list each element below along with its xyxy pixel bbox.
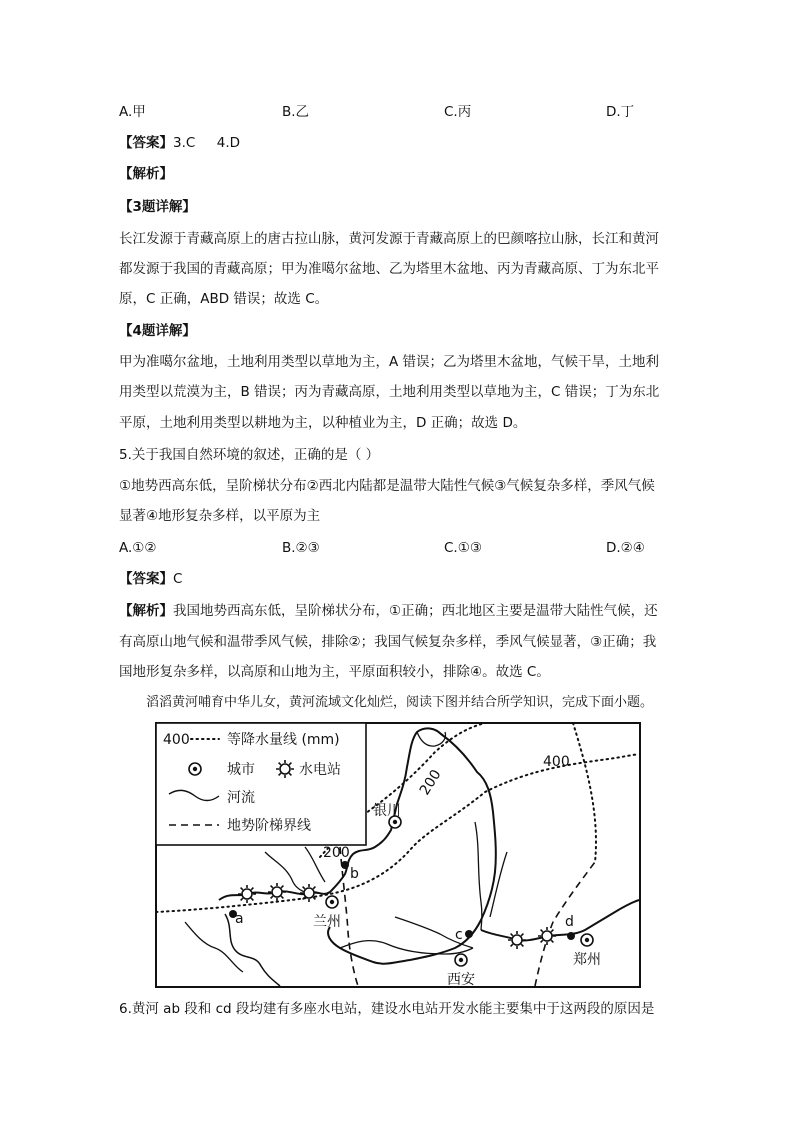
q5-option-c: C.①③	[444, 540, 482, 556]
legend-hydro-icon	[276, 760, 294, 778]
q4-option-b: B.乙	[282, 104, 310, 120]
q4-detail-line: 平原，土地利用类型以耕地为主，以种植业为主，D 正确；故选 D。	[119, 415, 527, 431]
answer-label: 【答案】	[119, 135, 173, 151]
q6-stem: 6.黄河 ab 段和 cd 段均建有多座水电站，建设水电站开发水能主要集中于这两段的原因是	[119, 1001, 655, 1017]
q4-option-c: C.丙	[444, 104, 472, 120]
yellow-river-map	[155, 722, 641, 988]
q3-detail-line: 都发源于我国的青藏高原；甲为准噶尔盆地、乙为塔里木盆地、丙为青藏高原、丁为东北平	[119, 261, 659, 277]
analysis-5-line: 国地形复杂多样，以高原和山地为主，平原面积较小，排除④。故选 C。	[119, 664, 550, 680]
answer-text: C	[173, 571, 183, 587]
legend-city-icon	[189, 763, 201, 775]
lanzhou-label: 兰州	[313, 914, 341, 930]
analysis-5-line: 有高原山地气候和温带季风气候，排除②；我国气候复杂多样，季风气候显著，③正确；我	[119, 634, 657, 650]
xian-label: 西安	[447, 972, 475, 988]
q4-detail-label: 【4题详解】	[119, 323, 196, 339]
legend-river-label: 河流	[227, 790, 255, 806]
isohyet-200-label: 200	[416, 766, 445, 799]
point-d-dot	[567, 932, 575, 940]
legend-hydro-label: 水电站	[299, 762, 341, 778]
answer-3-4	[119, 133, 240, 153]
answer-text: 3.C 4.D	[173, 135, 241, 151]
analysis-5-line	[119, 601, 658, 621]
map-legend	[156, 723, 366, 845]
q5-option-d: D.②④	[606, 540, 645, 556]
point-a-label: a	[235, 911, 244, 927]
city-xian	[455, 954, 467, 966]
q5-option-a: A.①②	[119, 540, 157, 556]
yinchuan-label: 银川	[373, 803, 401, 819]
zhengzhou-label: 郑州	[573, 952, 601, 968]
legend-boundary-label: 地势阶梯界线	[227, 818, 311, 834]
map-intro: 滔滔黄河哺育中华儿女，黄河流域文化灿烂，阅读下图并结合所学知识，完成下面小题。	[146, 695, 654, 710]
isohyet-400-label: 400	[543, 754, 570, 770]
legend-isohyet-label: 等降水量线 (mm)	[227, 732, 340, 748]
hydro-station-icon	[268, 883, 286, 901]
q4-detail-line: 用类型以荒漠为主，B 错误；丙为青藏高原，土地利用类型以草地为主，C 错误；丁为东北	[119, 384, 660, 400]
point-b-label: b	[350, 866, 359, 882]
legend-city-label: 城市	[227, 762, 255, 778]
point-d-label: d	[565, 914, 574, 930]
q4-option-d: D.丁	[606, 104, 635, 120]
point-b-dot	[341, 861, 349, 869]
hydro-station-icon	[538, 927, 556, 945]
answer-label: 【答案】	[119, 571, 173, 587]
q4-option-a: A.甲	[119, 104, 146, 120]
isohyet-200-label: 200	[323, 845, 350, 861]
city-lanzhou	[326, 896, 338, 908]
q5-option-b: B.②③	[282, 540, 320, 556]
map-svg	[155, 722, 641, 988]
q5-statement: ①地势西高东低，呈阶梯状分布②西北内陆都是温带大陆性气候③气候复杂多样，季风气候	[119, 478, 655, 494]
q3-detail-line: 原，C 正确，ABD 错误；故选 C。	[119, 291, 329, 307]
q5-statement: 显著④地形复杂多样，以平原为主	[119, 508, 321, 524]
hydro-station-icon	[238, 885, 256, 903]
analysis-label: 【解析】	[119, 166, 173, 182]
answer-5	[119, 569, 182, 589]
q3-detail-label: 【3题详解】	[119, 199, 196, 215]
q5-stem: 5.关于我国自然环境的叙述，正确的是（ ）	[119, 447, 380, 463]
point-c-label: c	[455, 927, 463, 943]
city-zhengzhou	[581, 934, 593, 946]
legend-isohyet-value: 400	[163, 732, 190, 748]
analysis-5-text: 我国地势西高东低，呈阶梯状分布，①正确；西北地区主要是温带大陆性气候，还	[173, 603, 658, 619]
point-c-dot	[465, 930, 473, 938]
analysis-5-label: 【解析】	[119, 603, 173, 619]
hydro-station-icon	[300, 884, 318, 902]
q4-detail-line: 甲为准噶尔盆地，土地利用类型以草地为主，A 错误；乙为塔里木盆地，气候干旱，土地利	[119, 354, 660, 370]
q3-detail-line: 长江发源于青藏高原上的唐古拉山脉，黄河发源于青藏高原上的巴颜喀拉山脉，长江和黄河	[119, 231, 659, 247]
hydro-station-icon	[508, 931, 526, 949]
